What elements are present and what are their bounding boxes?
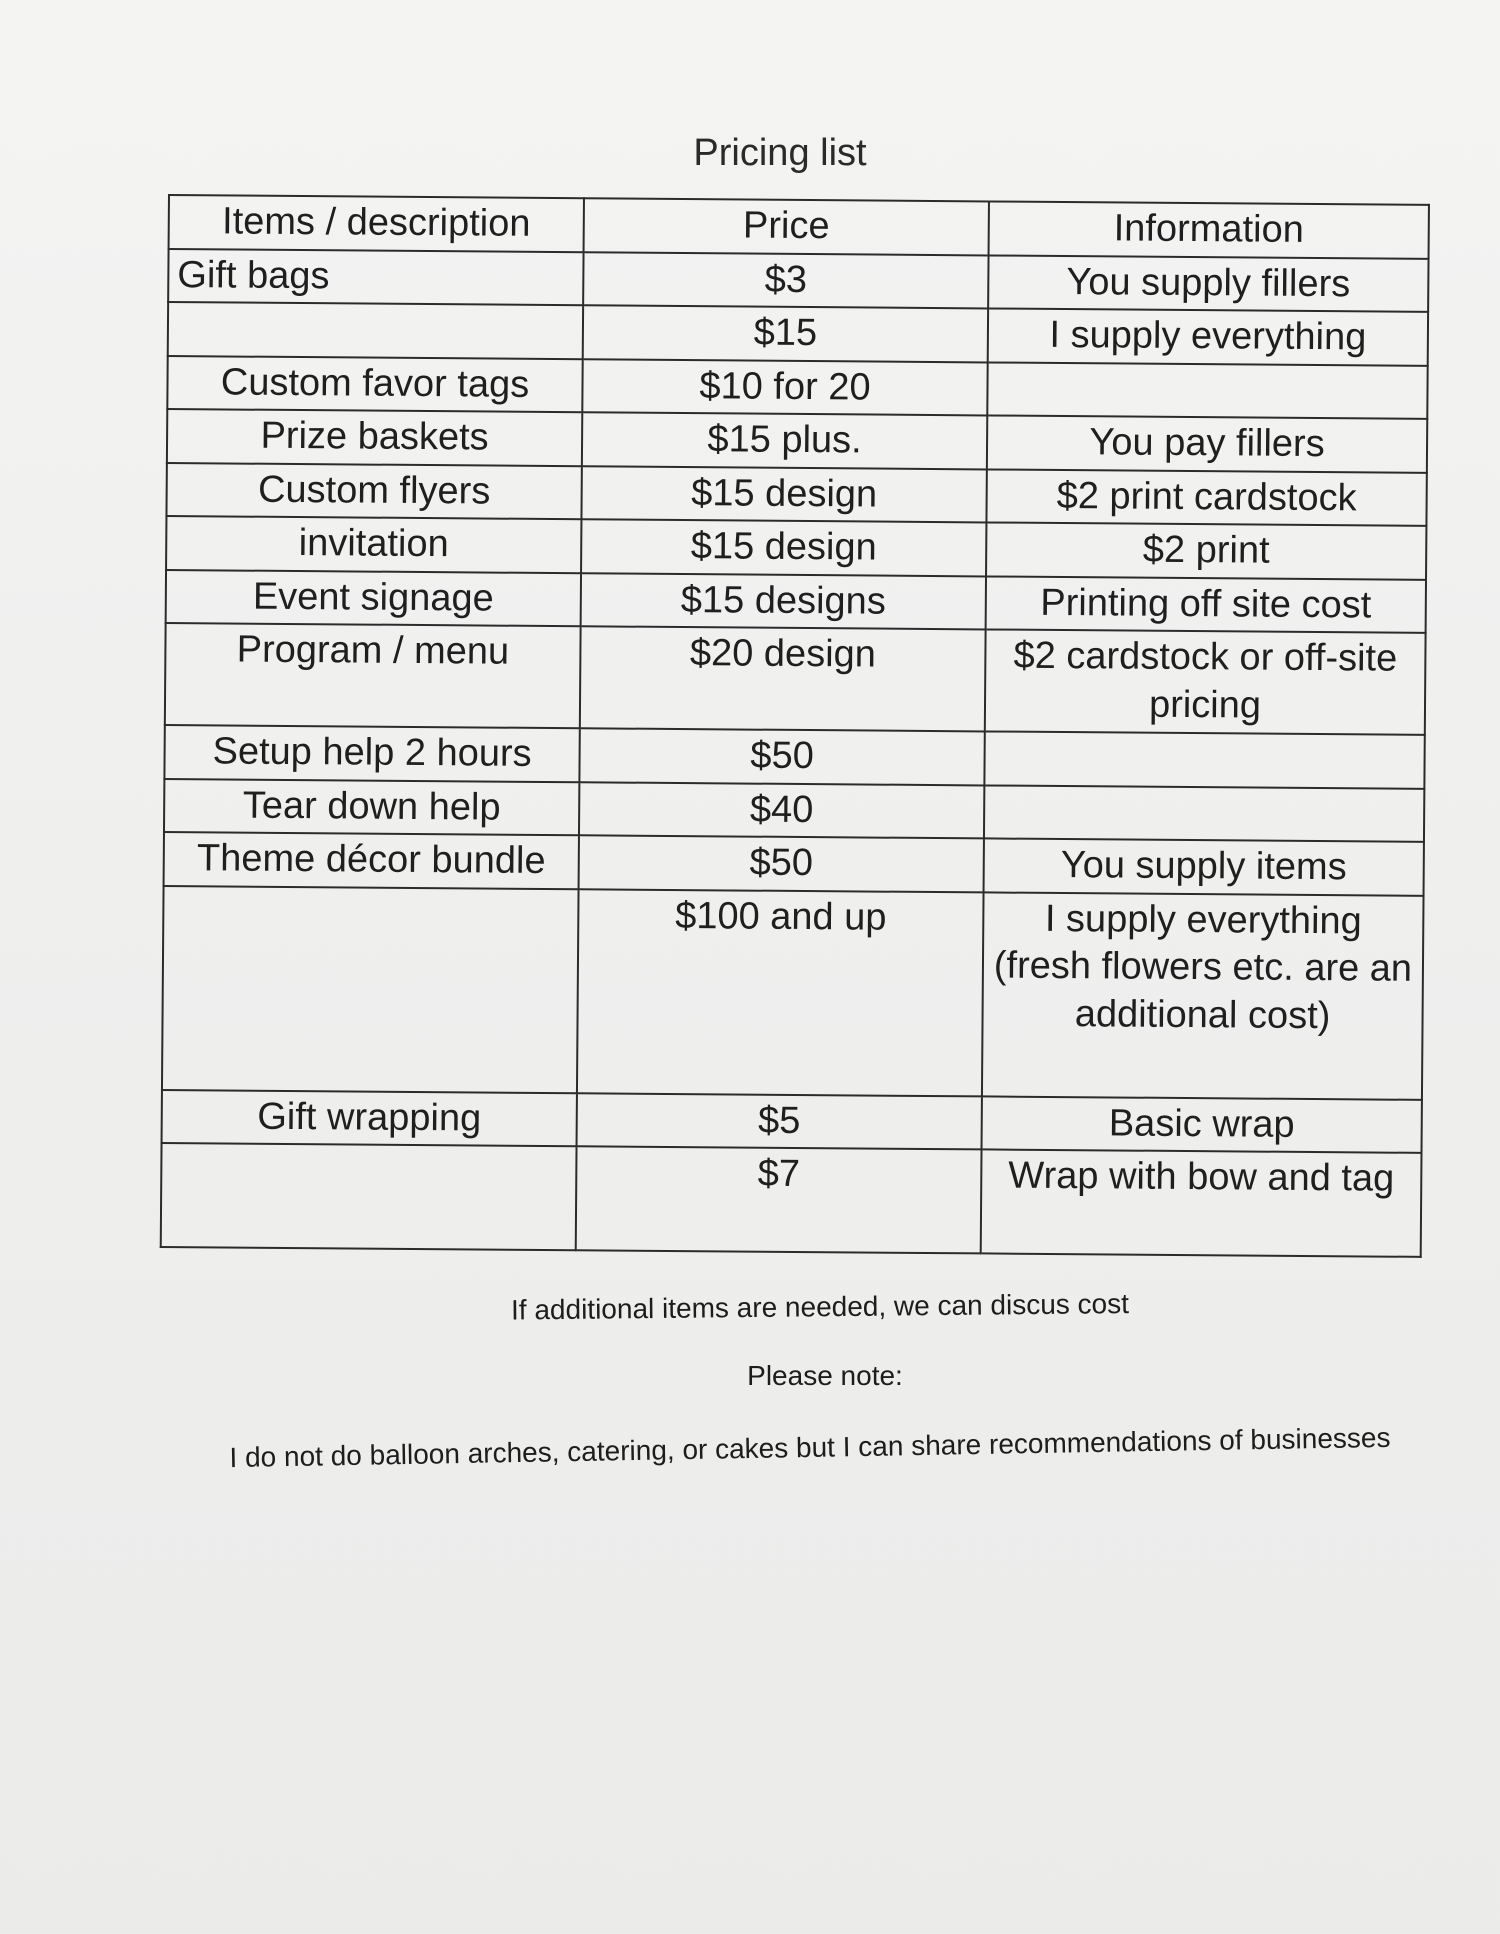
info-cell [984,785,1424,842]
table-header-row [169,195,1429,258]
price-cell: $50 [579,835,984,892]
info-cell: $2 print [986,522,1426,579]
item-cell [162,885,579,1092]
info-cell: I supply everything [988,308,1428,365]
header-price: Price [584,198,989,255]
info-cell: You supply items [984,838,1424,895]
table-row [167,409,1427,472]
price-cell: $15 [583,305,988,362]
additional-items-note: If additional items are needed, we can discus cost [510,1288,1130,1326]
pricing-table-container [160,194,1428,1258]
info-cell: $2 print cardstock [986,469,1426,526]
item-cell: Theme décor bundle [164,832,579,889]
disclaimer-note: I do not do balloon arches, catering, or cakes but I can share recommendations of businesses [229,1421,1391,1474]
item-cell [168,302,583,359]
table-row [168,249,1428,312]
table-row [162,885,1424,1099]
item-cell: Custom flyers [166,462,581,519]
page-title: Pricing list [693,132,867,174]
item-cell: Gift bags [168,249,583,306]
table-row [166,516,1426,579]
info-cell: Printing off site cost [986,576,1426,633]
table-row [164,778,1424,841]
item-cell: Setup help 2 hours [164,725,579,782]
price-cell: $15 design [581,519,986,576]
header-items: Items / description [169,195,584,252]
item-cell: Event signage [166,569,581,626]
table-row [164,832,1424,895]
info-cell [984,731,1424,788]
item-cell: Custom favor tags [167,356,582,413]
price-cell: $20 design [580,626,986,731]
table-row [166,569,1426,632]
info-cell: Wrap with bow and tag [981,1149,1422,1256]
info-cell: You supply fillers [988,255,1428,312]
item-cell: Tear down help [164,778,579,835]
price-cell: $15 plus. [582,412,987,469]
info-cell: Basic wrap [982,1096,1422,1153]
price-cell: $40 [579,782,984,839]
price-cell: $3 [583,252,988,309]
info-cell: $2 cardstock or off-site pricing [985,629,1426,734]
item-cell: invitation [166,516,581,573]
header-information: Information [989,201,1429,258]
table-row [168,302,1428,365]
price-cell: $15 design [581,466,986,523]
item-cell: Gift wrapping [162,1089,577,1146]
item-cell: Program / menu [165,623,581,728]
info-cell: You pay fillers [987,415,1427,472]
notes-section [0,1288,1500,1474]
table-row [167,356,1427,419]
pricing-table [160,194,1430,1258]
price-cell: $50 [579,728,984,785]
price-cell: $100 and up [577,889,984,1096]
table-row [165,623,1426,735]
price-cell: $5 [577,1093,982,1150]
info-cell [987,362,1427,419]
table-row [164,725,1424,788]
price-cell: $7 [576,1146,982,1253]
item-cell: Prize baskets [167,409,582,466]
table-row [161,1143,1422,1257]
table-row [166,462,1426,525]
table-row [162,1089,1422,1152]
info-cell: I supply everything (fresh flowers etc. are an additional cost) [982,892,1424,1099]
price-cell: $10 for 20 [582,359,987,416]
item-cell [161,1143,577,1250]
please-note-heading: Please note: [747,1360,903,1391]
price-cell: $15 designs [581,573,986,630]
